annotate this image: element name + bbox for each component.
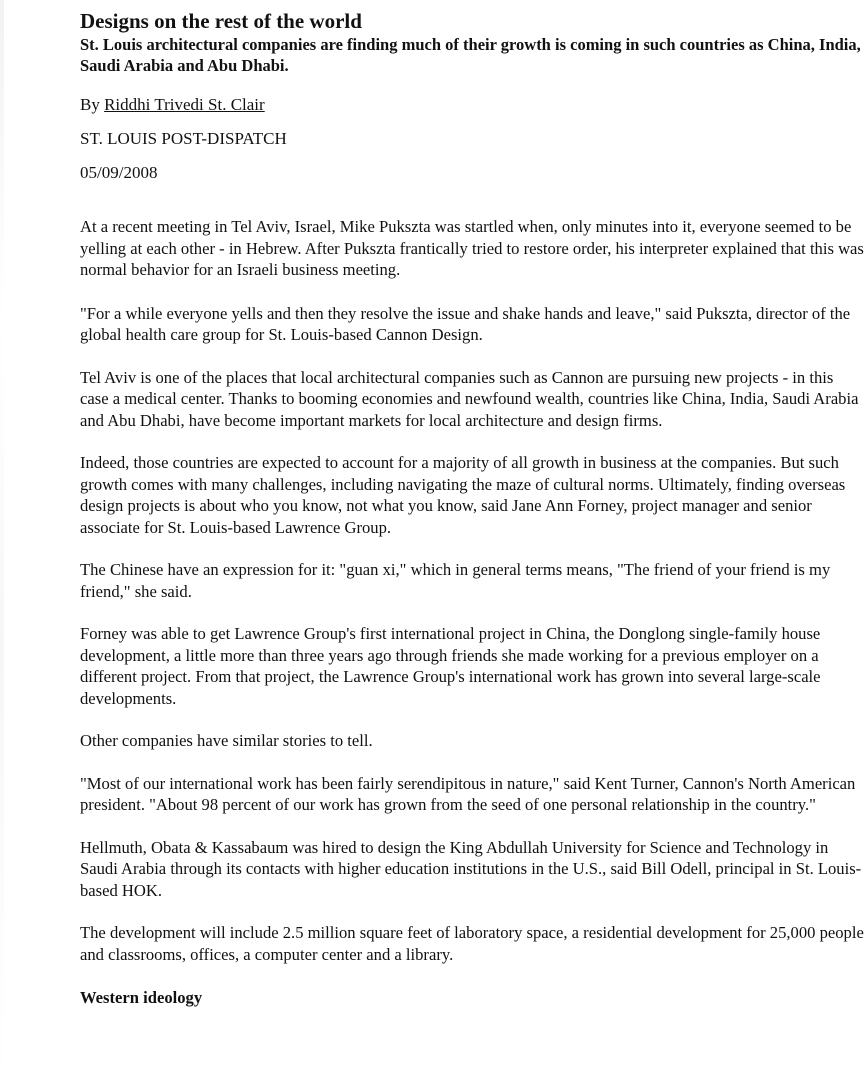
article-paragraph: Other companies have similar stories to tell. <box>80 731 373 750</box>
article-paragraph: Indeed, those countries are expected to account for a majority of all growth in business at the companies. But such growth comes with many challenges, including navigating the maze of cultural norms. Ultimately, finding overseas design projects is about who you know, not what you know, said Jane Ann Forney, project manager and senior associate for St. Louis-based Lawrence Group. <box>80 453 846 537</box>
article <box>80 8 864 1008</box>
publication-name: ST. LOUIS POST-DISPATCH <box>80 129 287 148</box>
article-paragraph: The development will include 2.5 million square feet of laboratory space, a residential development for 25,000 people and classrooms, offices, a computer center and a library. <box>80 923 864 964</box>
author-link[interactable]: Riddhi Trivedi St. Clair <box>104 95 265 114</box>
section-subhead: Western ideology <box>80 988 203 1007</box>
article-paragraph: At a recent meeting in Tel Aviv, Israel, Mike Pukszta was startled when, only minutes into it, everyone seemed to be yelling at each other - in Hebrew. After Pukszta frantically tried to restore order, his interpreter explained that this was normal behavior for an Israeli business meeting. <box>80 217 864 279</box>
article-paragraph: "For a while everyone yells and then they resolve the issue and shake hands and leave," said Pukszta, director of the global health care group for St. Louis-based Cannon Design. <box>80 303 851 344</box>
article-headline: Designs on the rest of the world <box>80 9 362 33</box>
byline <box>80 95 864 115</box>
article-paragraph: Tel Aviv is one of the places that local architectural companies such as Cannon are pursuing new projects - in this case a medical center. Thanks to booming economies and newfound wealth, countries like China, India, Saudi Arabia and Abu Dhabi, have become important markets for local architecture and design firms. <box>80 367 859 430</box>
article-paragraph: The Chinese have an expression for it: "guan xi," which in general terms means, "The friend of your friend is my friend," she said. <box>80 560 831 601</box>
byline-prefix: By <box>80 95 100 114</box>
article-paragraph: Hellmuth, Obata & Kassabaum was hired to design the King Abdullah University for Science and Technology in Saudi Arabia through its contacts with higher education institutions in the U.S., said Bill Odell, principal in St. Louis-based HOK. <box>80 837 862 900</box>
article-paragraph: "Most of our international work has been fairly serendipitous in nature," said Kent Turner, Cannon's North American president. "About 98 percent of our work has grown from the seed of one personal relationship in the country." <box>80 773 856 814</box>
article-deck: St. Louis architectural companies are finding much of their growth is coming in such countries as China, India, Saudi Arabia and Abu Dhabi. <box>80 35 861 75</box>
scan-edge-shading <box>0 0 4 1083</box>
article-paragraph: Forney was able to get Lawrence Group's first international project in China, the Donglong single-family house development, a little more than three years ago through friends she made working for a previous employer on a different project. From that project, the Lawrence Group's international work has grown into several large-scale developments. <box>80 624 821 708</box>
publication-date: 05/09/2008 <box>80 163 158 182</box>
